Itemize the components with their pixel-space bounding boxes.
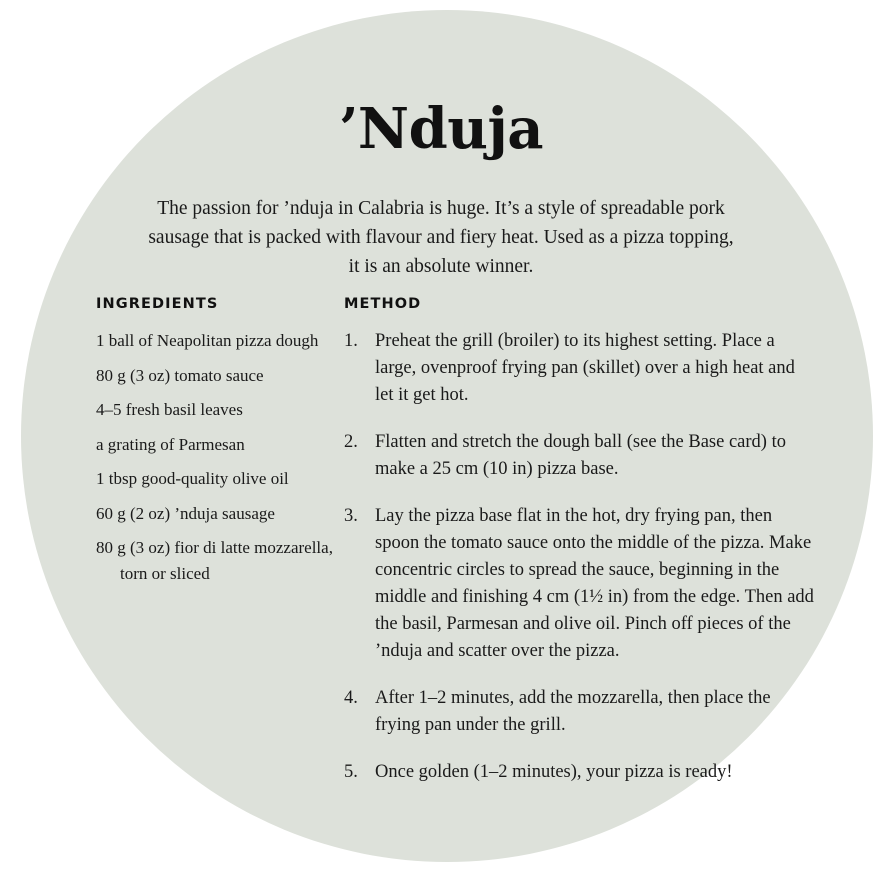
ingredient-text: 60 g (2 oz) ’nduja sausage [96, 503, 275, 523]
ingredient-text: 1 ball of Neapolitan pizza dough [96, 331, 319, 350]
ingredient-text-continued: torn or sliced [120, 563, 210, 583]
list-item [96, 466, 344, 492]
step-number: 5. [344, 762, 358, 782]
list-item [96, 363, 344, 389]
recipe-columns [96, 296, 826, 806]
list-item [96, 397, 344, 423]
list-item [96, 328, 344, 354]
step-text: Lay the pizza base flat in the hot, dry frying pan, then spoon the tomato sauce onto the middle of the pizza. Make concentric circles to spread the sauce, beginning in the middle and finishing 4 cm (1½ in) from the edge. Then add the basil, Parmesan and olive oil. Pinch off pieces of the ’nduja and scatter over the pizza. [375, 506, 814, 661]
method-heading: METHOD [344, 296, 422, 312]
method-column [344, 296, 814, 806]
list-item [344, 503, 814, 665]
step-text: After 1–2 minutes, add the mozzarella, then place the frying pan under the grill. [375, 688, 771, 735]
step-number: 4. [344, 688, 358, 708]
step-number: 1. [344, 331, 358, 351]
step-number: 3. [344, 506, 358, 526]
list-item [96, 535, 344, 586]
ingredients-heading: INGREDIENTS [96, 296, 219, 312]
ingredients-column [96, 296, 344, 595]
method-list [344, 328, 814, 786]
ingredient-text: a grating of Parmesan [96, 434, 245, 454]
step-number: 2. [344, 432, 358, 452]
ingredient-text: 80 g (3 oz) tomato sauce [96, 365, 264, 385]
step-text: Preheat the grill (broiler) to its highest setting. Place a large, ovenproof frying pan (skillet) over a high heat and let it get hot. [375, 331, 795, 405]
ingredients-list [96, 328, 344, 586]
list-item [96, 432, 344, 458]
list-item [96, 501, 344, 527]
recipe-title: ’Nduja [338, 96, 544, 162]
list-item [344, 328, 814, 409]
ingredient-text: 1 tbsp good-quality olive oil [96, 469, 289, 488]
step-text: Flatten and stretch the dough ball (see the Base card) to make a 25 cm (10 in) pizza base. [375, 432, 786, 479]
list-item [344, 429, 814, 483]
step-text: Once golden (1–2 minutes), your pizza is ready! [375, 762, 733, 782]
ingredient-text: 4–5 fresh basil leaves [96, 400, 243, 419]
list-item [344, 759, 814, 786]
recipe-intro: The passion for ’nduja in Calabria is huge. It’s a style of spreadable pork sausage that is packed with flavour and fiery heat. Used as a pizza topping, it is an absolute winner. [148, 198, 734, 277]
list-item [344, 685, 814, 739]
ingredient-text: 80 g (3 oz) fior di latte mozzarella, [96, 538, 333, 557]
